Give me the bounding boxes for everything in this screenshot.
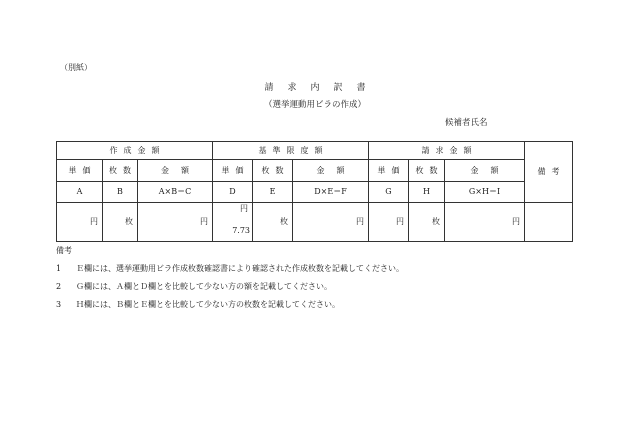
notes-heading: 備考 <box>56 246 72 255</box>
cell-f[interactable] <box>293 203 369 242</box>
note-text: Ｈ欄には、Ｂ欄とＥ欄とを比較して少ない方の枚数を記載してください。 <box>76 300 340 309</box>
unit-price-limit-value: 7.73 <box>232 226 250 235</box>
unit-label: 円 <box>356 217 364 226</box>
group-header-claim-amount: 請求金額 <box>369 142 525 160</box>
note-number: 3 <box>56 300 62 309</box>
col-label-count-b: 枚数 <box>103 160 138 182</box>
group-header-limit-amount: 基準限度額 <box>213 142 369 160</box>
col-code-f: D×E＝F <box>293 182 369 203</box>
remarks-header: 備考 <box>525 142 573 203</box>
col-label-amount-f: 金額 <box>293 160 369 182</box>
col-label-amount-i: 金額 <box>445 160 525 182</box>
group-header-production-amount: 作成金額 <box>57 142 213 160</box>
cell-c[interactable] <box>138 203 213 242</box>
col-code-c: A×B＝C <box>138 182 213 203</box>
col-label-unit-price-a: 単価 <box>57 160 103 182</box>
col-code-g: G <box>369 182 409 203</box>
col-label-count-e: 枚数 <box>253 160 293 182</box>
note-number: 2 <box>56 282 62 291</box>
col-code-a: A <box>57 182 103 203</box>
col-code-b: B <box>103 182 138 203</box>
document-title: 請求内訳書 <box>264 83 380 93</box>
cell-b[interactable] <box>103 203 138 242</box>
cell-i[interactable] <box>445 203 525 242</box>
unit-label: 枚 <box>432 217 440 226</box>
cell-g[interactable] <box>369 203 409 242</box>
col-label-unit-price-g: 単価 <box>369 160 409 182</box>
unit-label: 枚 <box>280 217 288 226</box>
col-code-h: H <box>409 182 445 203</box>
unit-label: 円 <box>200 217 208 226</box>
unit-label: 円 <box>396 217 404 226</box>
col-label-count-h: 枚数 <box>409 160 445 182</box>
note-text: Ｅ欄には、選挙運動用ビラ作成枚数確認書により確認された作成枚数を記載してください。 <box>76 264 404 273</box>
claim-breakdown-table <box>56 141 573 242</box>
note-item <box>56 299 340 310</box>
cell-e[interactable] <box>253 203 293 242</box>
col-label-unit-price-d: 単価 <box>213 160 253 182</box>
note-item <box>56 281 332 292</box>
note-item <box>56 263 404 274</box>
col-code-e: E <box>253 182 293 203</box>
note-number: 1 <box>56 264 62 273</box>
cell-h[interactable] <box>409 203 445 242</box>
cell-d[interactable] <box>213 203 253 242</box>
unit-label: 枚 <box>125 217 133 226</box>
cell-a[interactable] <box>57 203 103 242</box>
note-text: Ｇ欄には、Ａ欄とＤ欄とを比較して少ない方の額を記載してください。 <box>76 282 332 291</box>
col-code-d: D <box>213 182 253 203</box>
unit-label: 円 <box>512 217 520 226</box>
col-code-i: G×H＝I <box>445 182 525 203</box>
document-subtitle: （選挙運動用ビラの作成） <box>263 100 366 110</box>
col-label-amount-c: 金額 <box>138 160 213 182</box>
unit-label: 円 <box>90 217 98 226</box>
candidate-name-label: 候補者氏名 <box>445 118 488 128</box>
cell-remarks[interactable] <box>525 203 573 242</box>
unit-label: 円 <box>240 204 248 213</box>
appendix-label: （別紙） <box>60 63 92 72</box>
